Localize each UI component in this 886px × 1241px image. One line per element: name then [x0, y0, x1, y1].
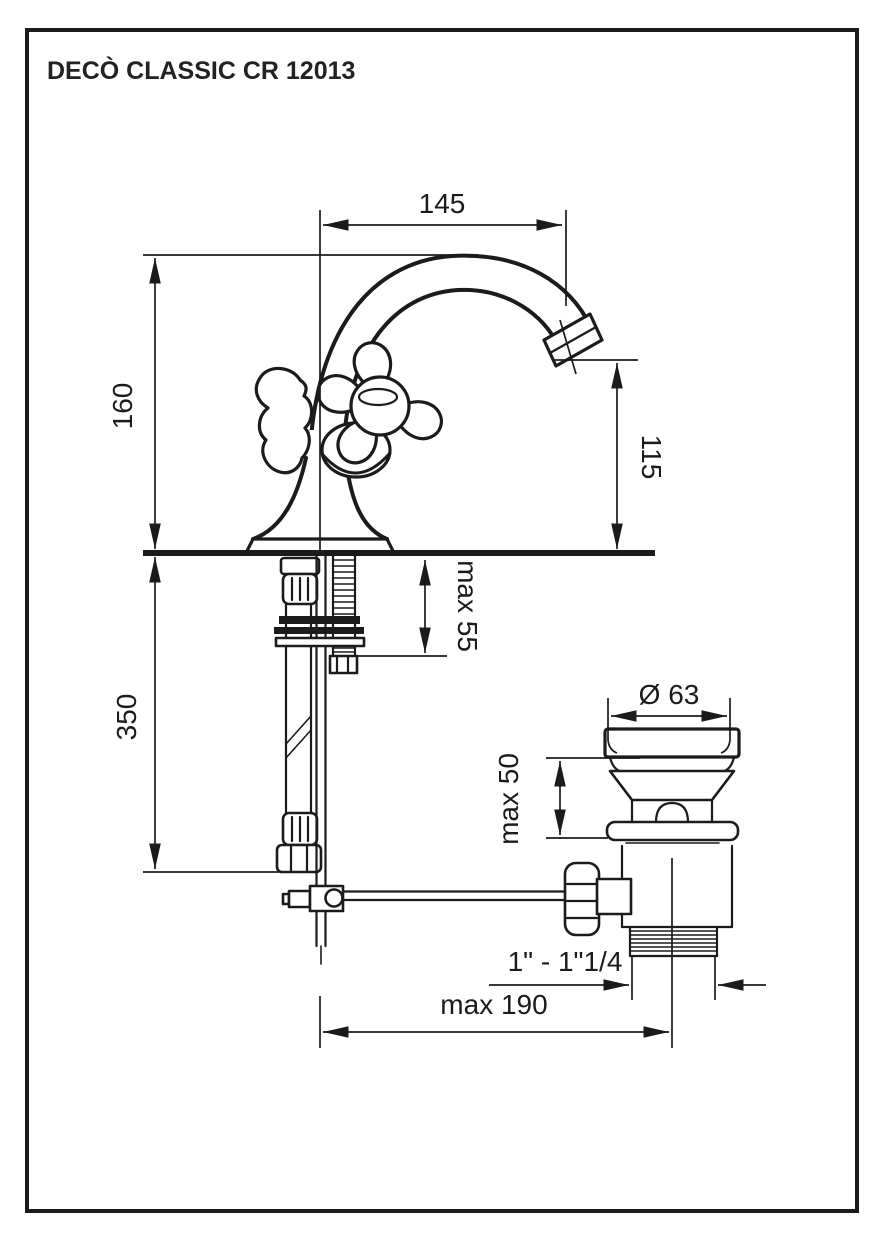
linkage-port [597, 879, 631, 914]
hose-braid-mark [286, 716, 311, 744]
drain-assembly [565, 729, 739, 956]
clamp-screw [326, 890, 343, 907]
dim-label-max50: max 50 [493, 753, 524, 845]
metal-washer [274, 627, 364, 634]
mounting-group [274, 556, 605, 964]
stopper-dome [656, 803, 688, 822]
stopper-cone [610, 771, 734, 800]
pop-up-linkage [283, 886, 605, 911]
dim-label-145: 145 [418, 188, 466, 219]
faucet-body-group [246, 256, 602, 553]
mounting-bracket [276, 638, 364, 646]
clamp-pin [289, 891, 310, 907]
waste-thread [630, 927, 717, 956]
dimensions-layer [107, 188, 766, 1048]
hose-top-hex [281, 558, 319, 574]
dim-label-115: 115 [636, 434, 667, 480]
hose-coupling-nut [277, 845, 321, 872]
waste-flange [607, 822, 738, 840]
shank-nut [330, 656, 357, 673]
dim-label-max190: max 190 [440, 989, 548, 1020]
mounting-hardware [274, 616, 364, 673]
dim-label-d63: Ø 63 [638, 679, 700, 710]
rear-handle [256, 368, 311, 472]
dim-label-max55: max 55 [452, 560, 483, 652]
hose-braid-mark [286, 730, 311, 758]
stopper-cap [605, 729, 739, 757]
stopper-fillet-right [725, 757, 734, 771]
linkage-knurled-nut [565, 863, 599, 935]
page-title: DECÒ CLASSIC CR 12013 [47, 57, 356, 85]
supply-hose [277, 558, 321, 872]
rubber-gasket [279, 616, 360, 624]
dim-deck-max55 [357, 560, 483, 656]
dim-label-350: 350 [111, 693, 142, 741]
dim-label-160: 160 [107, 382, 138, 430]
dim-outlet-115 [552, 360, 667, 549]
stopper-fillet-left [610, 757, 619, 771]
dim-label-thread: 1" - 1"1/4 [507, 946, 623, 977]
